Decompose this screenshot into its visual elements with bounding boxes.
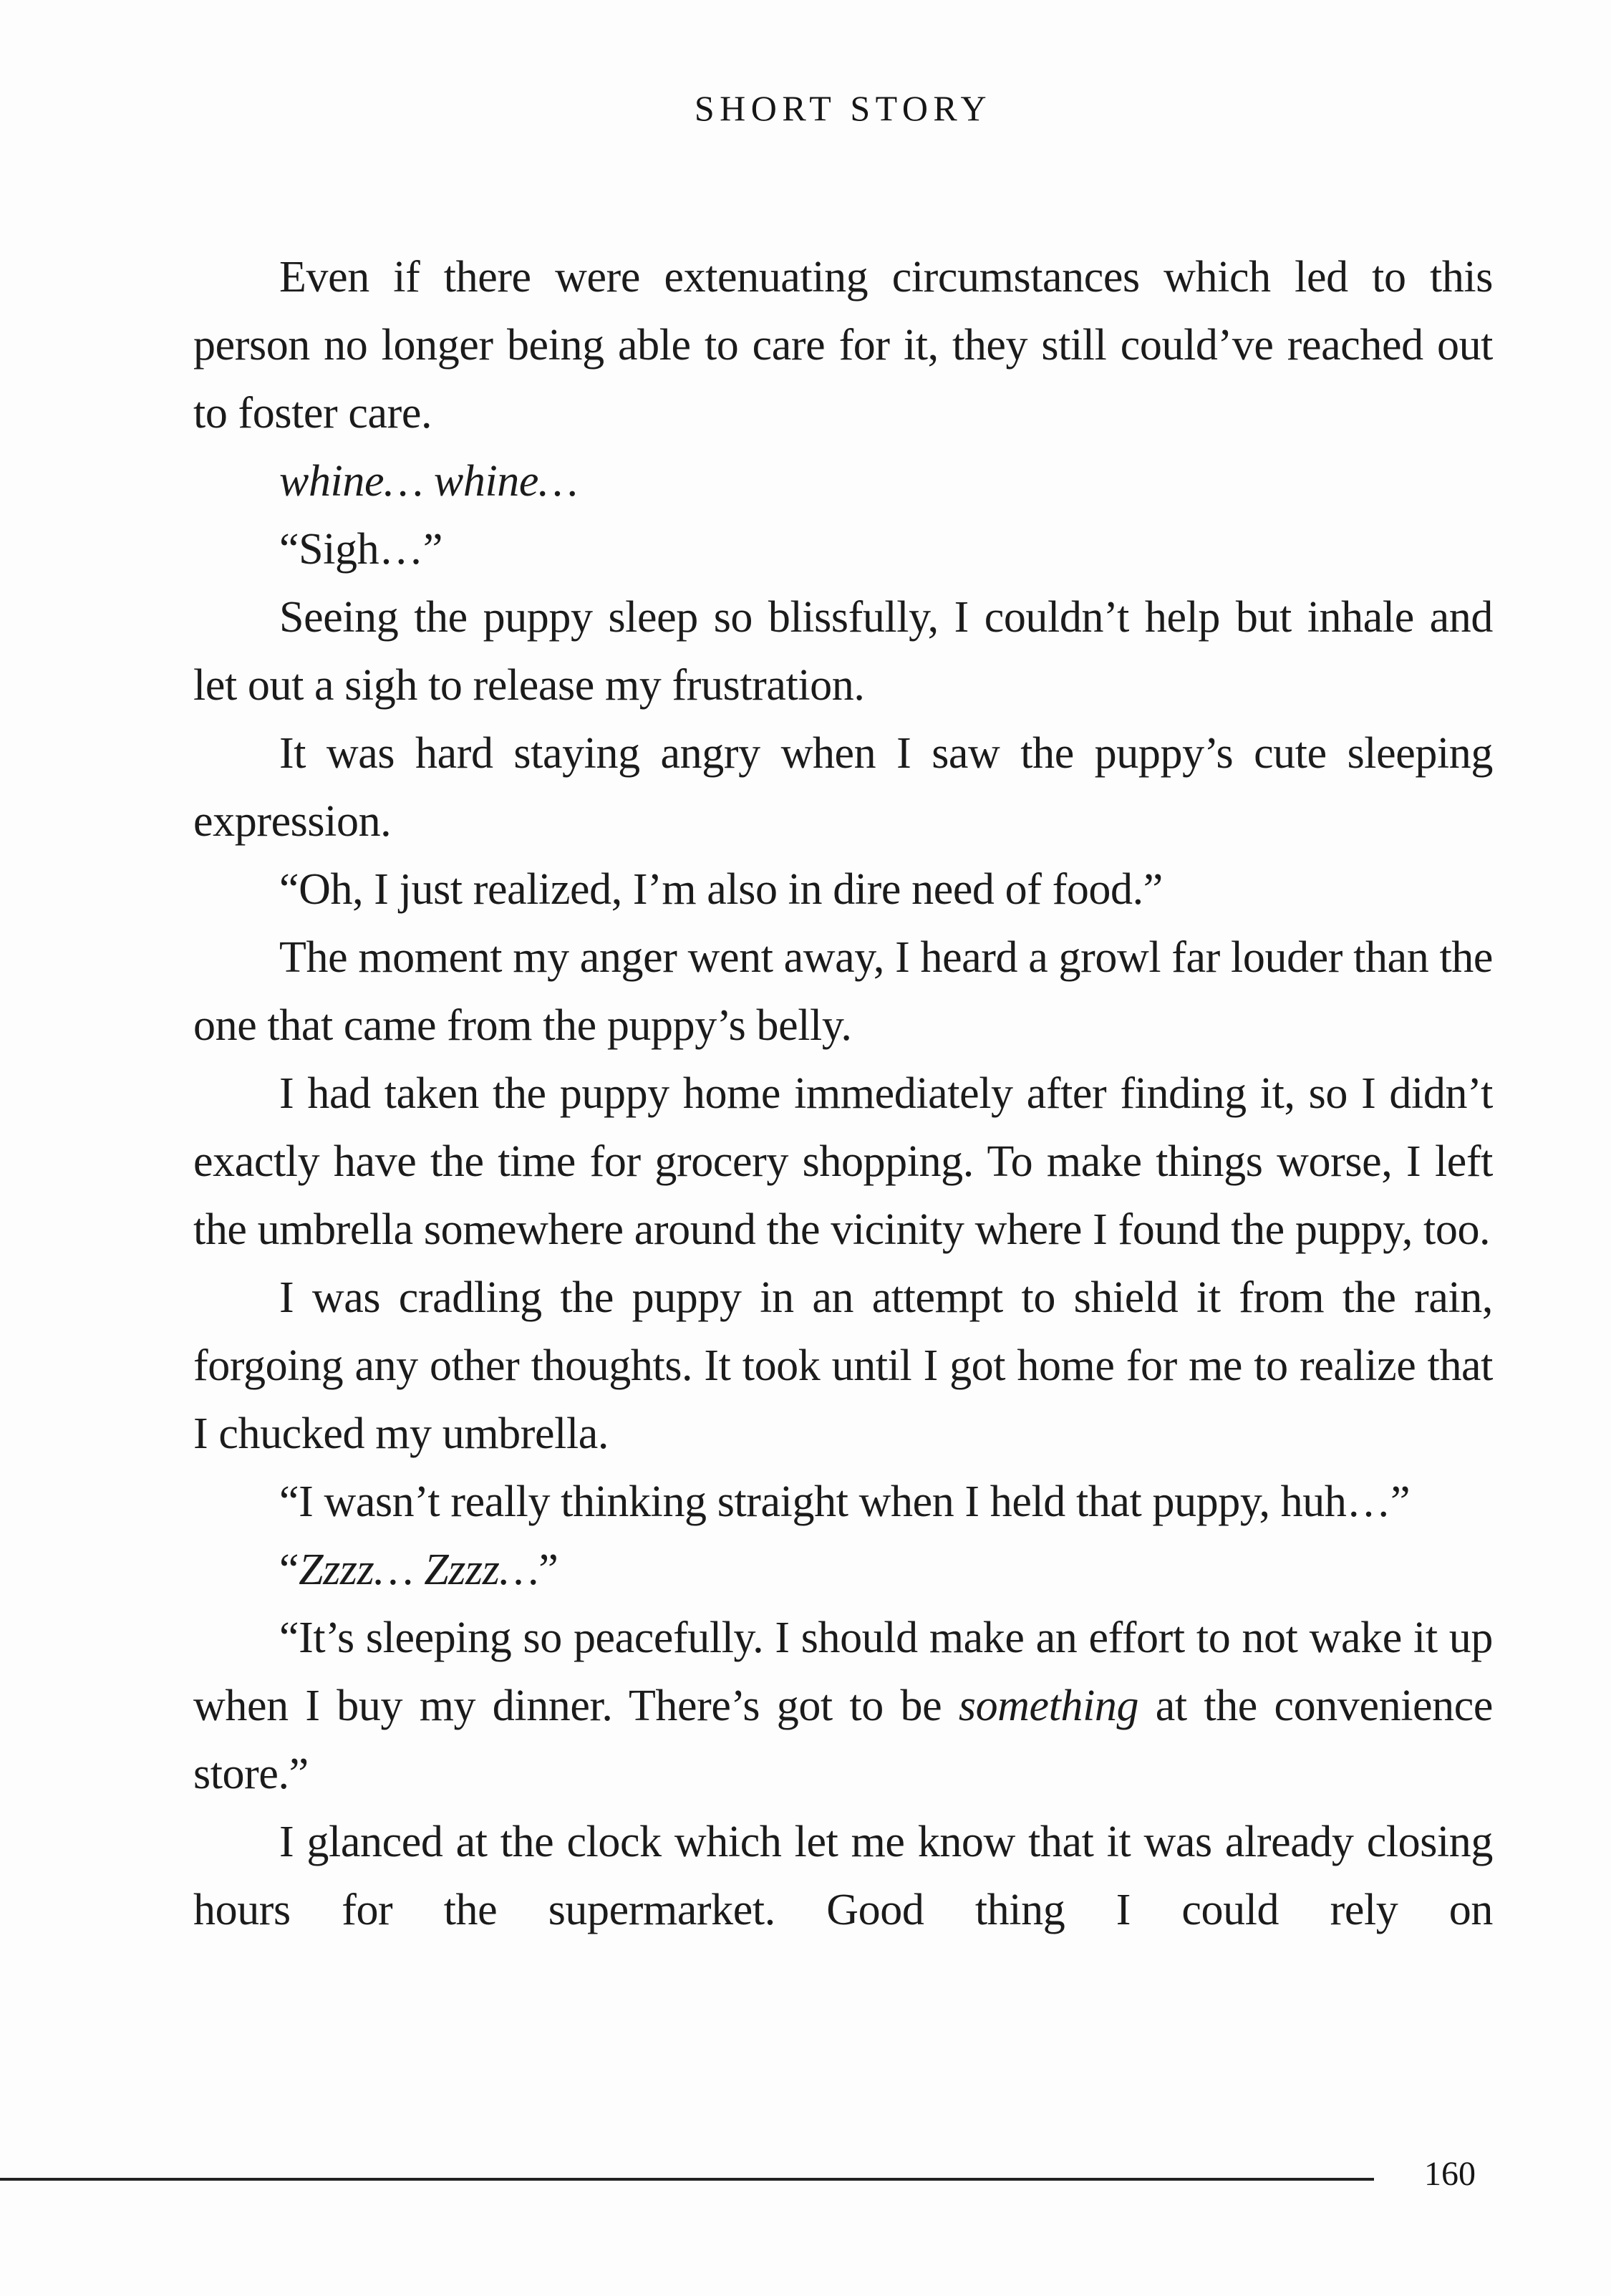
story-text	[193, 243, 1493, 1944]
text-run: “It’s sleeping so peacefully. I should make an effort to not wake it up when I buy my dinner. There’s got to be	[193, 1614, 1493, 1730]
paragraph	[193, 448, 1493, 516]
paragraph	[193, 856, 1493, 924]
text-run: I was cradling the puppy in an attempt to shield it from the rain, forgoing any other thoughts. It took until I got home for me to realize that I chucked my umbrella.	[193, 1273, 1493, 1458]
italic-text-run: something	[958, 1682, 1139, 1730]
paragraph	[193, 720, 1493, 856]
text-run: “Oh, I just realized, I’m also in dire need of food.”	[279, 865, 1163, 914]
text-run: I glanced at the clock which let me know that it was already closing hours for the supermarket. Good thing I could rely on	[193, 1818, 1493, 1934]
paragraph	[193, 1808, 1493, 1944]
text-run: “I wasn’t really thinking straight when I held that puppy, huh…”	[279, 1477, 1411, 1526]
paragraph	[193, 1468, 1493, 1536]
page-number: 160	[1424, 2155, 1476, 2193]
text-run: at the convenience store.”	[193, 1682, 1493, 1798]
text-run: The moment my anger went away, I heard a growl far louder than the one that came from the puppy’s belly.	[193, 933, 1493, 1050]
paragraph	[193, 584, 1493, 720]
text-run: ”	[538, 1545, 558, 1594]
paragraph	[193, 243, 1493, 448]
text-run: “Sigh…”	[279, 525, 442, 574]
text-run: “	[279, 1545, 299, 1594]
text-run: It was hard staying angry when I saw the puppy’s cute sleeping expression.	[193, 729, 1493, 846]
paragraph	[193, 1060, 1493, 1264]
text-run: Seeing the puppy sleep so blissfully, I couldn’t help but inhale and let out a sigh to release my frustration.	[193, 593, 1493, 710]
footer-rule	[0, 2178, 1374, 2181]
paragraph	[193, 1604, 1493, 1808]
text-run: I had taken the puppy home immediately after finding it, so I didn’t exactly have the time for grocery shopping. To make things worse, I left the umbrella somewhere around the vicinity where I found the puppy, too.	[193, 1069, 1493, 1254]
paragraph	[193, 1264, 1493, 1468]
paragraph	[193, 1536, 1493, 1604]
text-run: Even if there were extenuating circumstances which led to this person no longer being able to care for it, they still could’ve reached out to foster care.	[193, 253, 1493, 438]
paragraph	[193, 516, 1493, 584]
paragraph	[193, 924, 1493, 1060]
running-head: SHORT STORY	[694, 88, 992, 128]
italic-text-run: whine… whine…	[279, 457, 578, 506]
italic-text-run: Zzzz… Zzzz…	[299, 1545, 539, 1594]
